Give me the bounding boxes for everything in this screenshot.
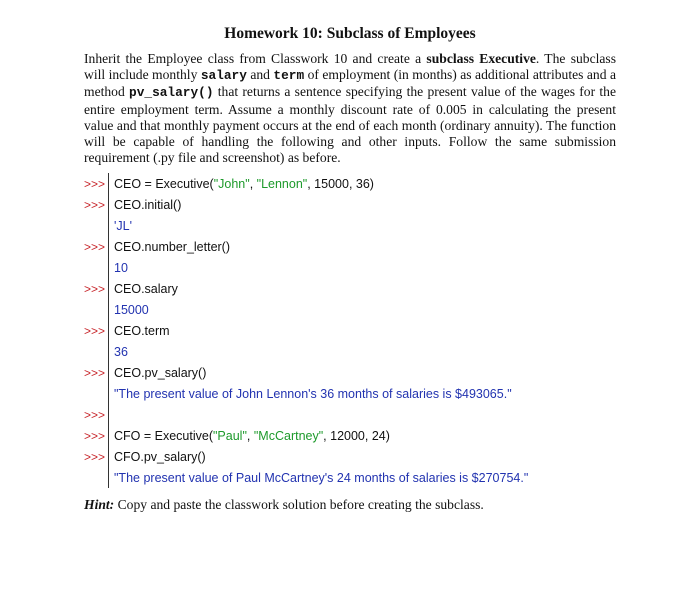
shell-prompt: >>> [84,323,106,338]
python-shell-transcript [84,173,624,488]
subclass-emphasis: subclass Executive [426,51,536,66]
shell-prompt: >>> [84,428,106,443]
shell-input-line: >>> CEO.pv_salary() [84,362,624,383]
pv-salary-code: pv_salary() [129,85,214,101]
shell-prompt: >>> [84,281,106,296]
shell-input-line: >>> CEO.salary [84,278,624,299]
hint-note [84,497,484,513]
shell-output-line: 'JL' [84,215,624,236]
shell-output-line: "The present value of John Lennon's 36 months of salaries is $493065." [84,383,624,404]
shell-prompt: >>> [84,449,106,464]
shell-prompt: >>> [84,407,106,422]
instructions-paragraph: Inherit the Employee class from Classwork 10 and create a subclass Executive. The subclass will include monthly salary and term of employment (in months) as additional attributes and a method pv_salary() that returns a sentence specifying the present value of the wages for the entire employment term. Assume a monthly discount rate of 0.005 in calculating the present value and that monthly payment occurs at the end of each month (ordinary annuity). The function will be capable of handling the following and other inputs. Follow the same submission requirement (.py file and screenshot) as before. [84,51,617,166]
hint-label: Hint: [84,497,115,512]
shell-input-line: >>> CEO.term [84,320,624,341]
hint-text: Copy and paste the classwork solution before creating the subclass. [114,497,484,512]
shell-input-line [84,404,624,425]
salary-code: salary [200,68,247,84]
shell-prompt: >>> [84,365,106,380]
shell-input-line: >>> CFO = Executive( "Paul" , "McCartney" , 12000, 24) [84,425,624,446]
shell-prompt: >>> [84,239,106,254]
term-code: term [273,68,305,84]
shell-prompt: >>> [84,197,106,212]
shell-input-line: >>> CEO.initial() [84,194,624,215]
page-title: Homework 10: Subclass of Employees [224,25,476,42]
shell-input-line: >>> CFO.pv_salary() [84,446,624,467]
shell-output-line: "The present value of Paul McCartney's 24 months of salaries is $270754." [84,467,624,488]
shell-output-line: 10 [84,257,624,278]
shell-input-line: >>> CEO.number_letter() [84,236,624,257]
shell-prompt: >>> [84,176,106,191]
shell-output-line: 15000 [84,299,624,320]
shell-input-line: >>> CEO = Executive( "John" , "Lennon" , 15000, 36) [84,173,624,194]
shell-output-line: 36 [84,341,624,362]
